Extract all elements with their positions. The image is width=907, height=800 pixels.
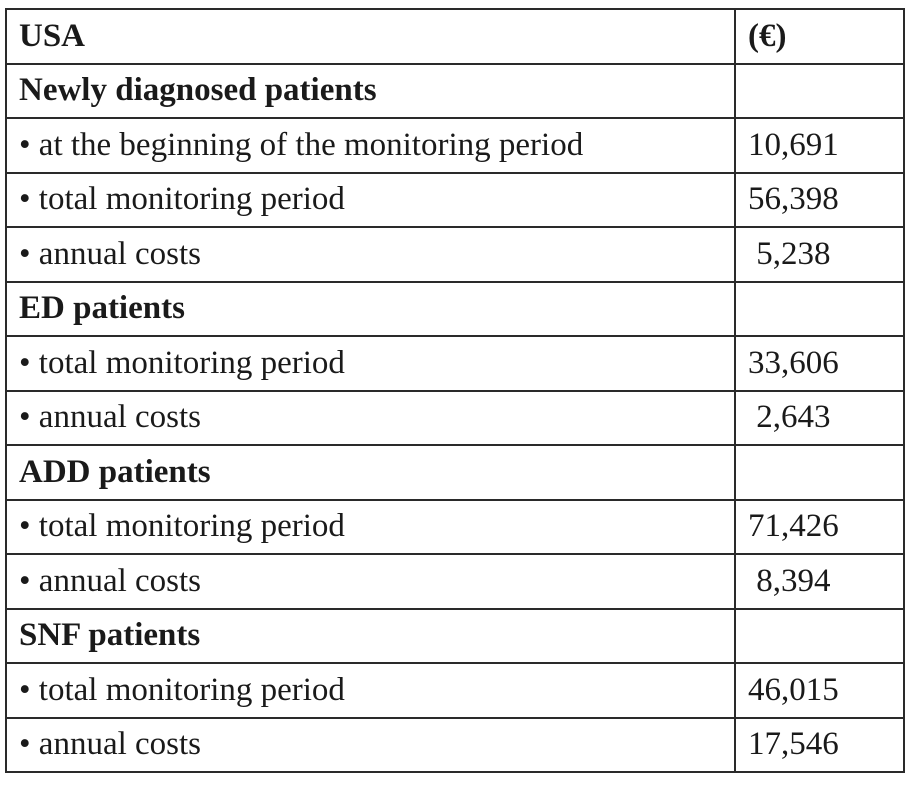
section-title-cell: ADD patients [6,445,735,500]
table-row [6,718,904,773]
row-label-cell: • annual costs [6,227,735,282]
row-label-cell: • annual costs [6,718,735,773]
table-row [6,118,904,173]
section-title-cell: ED patients [6,282,735,337]
table-row [6,663,904,718]
section-row-snf [6,609,904,664]
section-value-cell-empty [735,609,904,664]
row-value-cell: 2,643 [735,391,904,446]
row-value-cell: 17,546 [735,718,904,773]
row-value-cell: 71,426 [735,500,904,555]
row-label-cell: • total monitoring period [6,173,735,228]
row-value-cell: 56,398 [735,173,904,228]
row-value-cell: 46,015 [735,663,904,718]
row-label-cell: • annual costs [6,554,735,609]
section-row-add [6,445,904,500]
row-label-cell: • at the beginning of the monitoring period [6,118,735,173]
section-title-cell: Newly diagnosed patients [6,64,735,119]
row-value-cell: 8,394 [735,554,904,609]
table-row [6,173,904,228]
row-value-cell: 33,606 [735,336,904,391]
row-label-cell: • annual costs [6,391,735,446]
section-row-newly-diagnosed [6,64,904,119]
header-row [6,9,904,64]
section-value-cell-empty [735,282,904,337]
cost-table [5,8,905,773]
row-label-cell: • total monitoring period [6,500,735,555]
row-label-cell: • total monitoring period [6,663,735,718]
table-row [6,554,904,609]
row-label-cell: • total monitoring period [6,336,735,391]
section-value-cell-empty [735,445,904,500]
header-country-cell: USA [6,9,735,64]
table-row [6,391,904,446]
section-row-ed [6,282,904,337]
section-value-cell-empty [735,64,904,119]
row-value-cell: 5,238 [735,227,904,282]
table-row [6,336,904,391]
table-row [6,227,904,282]
table-row [6,500,904,555]
row-value-cell: 10,691 [735,118,904,173]
section-title-cell: SNF patients [6,609,735,664]
header-unit-cell: (€) [735,9,904,64]
